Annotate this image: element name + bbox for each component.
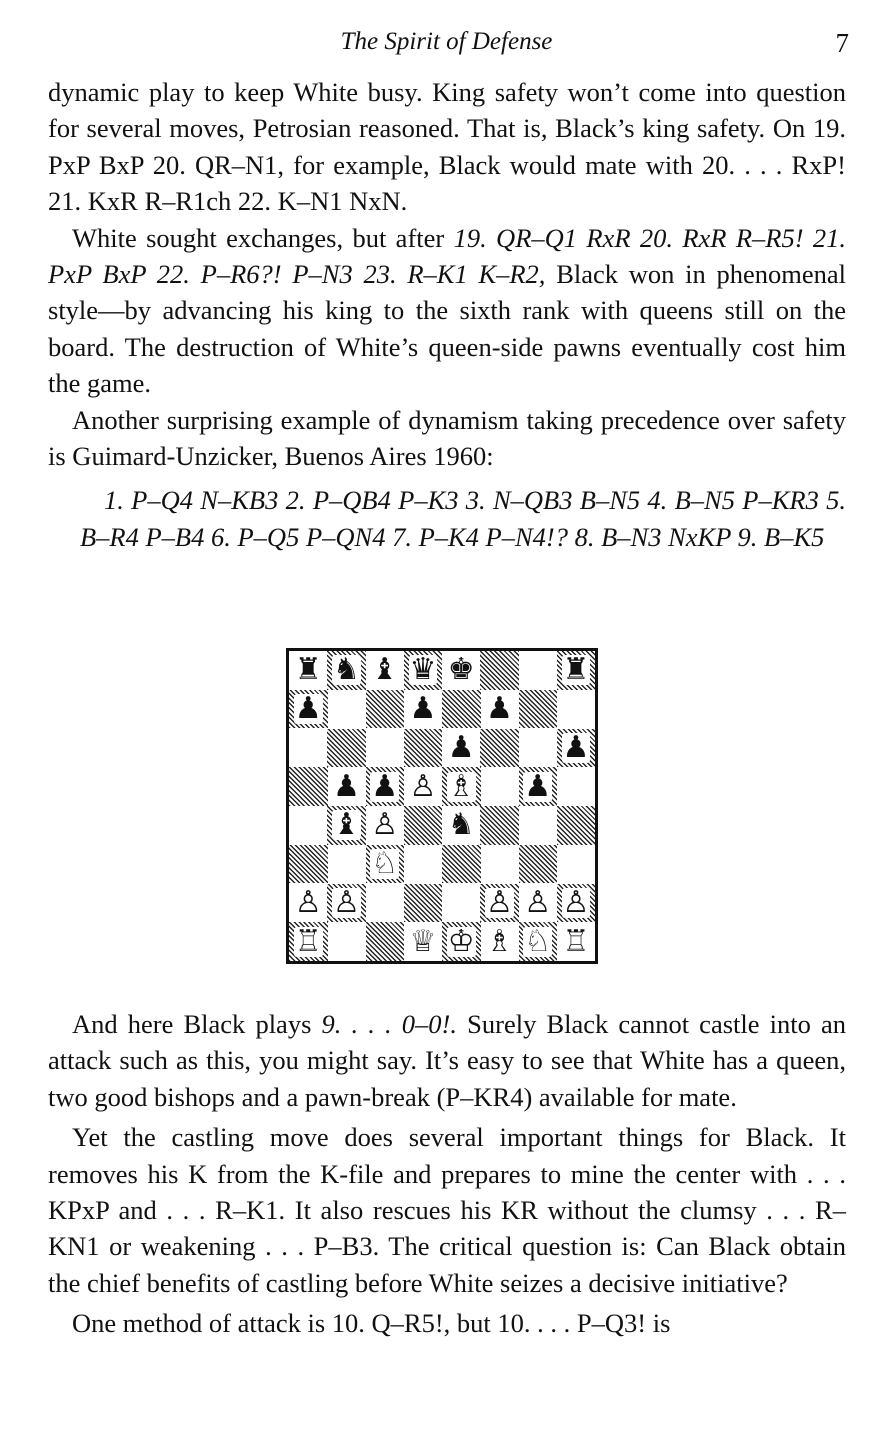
board-square	[327, 690, 366, 729]
board-square	[289, 845, 328, 884]
board-square	[404, 922, 443, 961]
board-square	[366, 845, 405, 884]
game-moves: 1. P–Q4 N–KB3 2. P–QB4 P–K3 3. N–QB3 B–N5 4. B–N5 P–KR3 5. B–R4 P–B4 6. P–Q5 P–QN4 7. P–K4 P–N4!? 8. B–N3 NxKP 9. B–K5	[80, 485, 846, 552]
black-piece-icon: ♜	[294, 652, 322, 688]
white-piece-icon: ♙	[524, 884, 552, 920]
board-square	[519, 729, 558, 768]
black-piece-icon: ♛	[409, 652, 437, 688]
white-piece-icon: ♖	[294, 923, 322, 959]
paragraph-2	[48, 220, 846, 402]
board-square	[480, 884, 519, 923]
black-piece-icon: ♟	[524, 768, 552, 804]
board-square	[519, 845, 558, 884]
board-square	[327, 884, 366, 923]
black-piece-icon: ♟	[486, 691, 513, 727]
board-square	[327, 651, 366, 690]
board-square	[404, 806, 443, 845]
board-square	[327, 767, 366, 806]
white-piece-icon: ♙	[333, 884, 360, 920]
p2-text-b: Black won in phenomenal style—by advancing his king to the sixth rank with queens still on the board. The destruction of White’s queen-side pawns eventually cost him the game.	[48, 259, 846, 399]
board-square	[557, 690, 596, 729]
white-piece-icon: ♙	[486, 884, 513, 920]
black-piece-icon: ♟	[371, 768, 399, 804]
chess-board	[286, 648, 598, 964]
white-piece-icon: ♘	[524, 923, 552, 959]
board-square	[519, 806, 558, 845]
board-square	[404, 729, 443, 768]
white-piece-icon: ♙	[409, 768, 437, 804]
board-square	[557, 922, 596, 961]
board-square	[404, 651, 443, 690]
black-piece-icon: ♟	[409, 691, 437, 727]
black-piece-icon: ♟	[294, 691, 322, 727]
white-piece-icon: ♖	[562, 923, 590, 959]
board-square	[557, 845, 596, 884]
board-square	[327, 845, 366, 884]
board-square	[442, 884, 481, 923]
board-square	[480, 922, 519, 961]
board-square	[289, 922, 328, 961]
running-title: The Spirit of Defense	[340, 28, 553, 55]
board-square	[519, 922, 558, 961]
black-piece-icon: ♝	[371, 652, 399, 688]
running-header	[0, 28, 893, 62]
p4-text-b: Surely Black cannot castle into an attack such as this, you might say. It’s easy to see that White has a queen, two good bishops and a pawn-break (P–KR4) available for mate.	[48, 1009, 847, 1112]
white-piece-icon: ♕	[409, 923, 437, 959]
board-square	[557, 884, 596, 923]
board-square	[442, 806, 481, 845]
board-square	[519, 767, 558, 806]
board-square	[480, 690, 519, 729]
page-number: 7	[835, 28, 849, 58]
black-piece-icon: ♟	[333, 768, 360, 804]
board-square	[366, 884, 405, 923]
text-block-bottom	[48, 1006, 846, 1342]
text-block-top	[48, 74, 846, 555]
board-square	[442, 845, 481, 884]
board-square	[557, 806, 596, 845]
board-square	[327, 922, 366, 961]
white-piece-icon: ♔	[447, 923, 475, 959]
p4-text-a: And here Black plays	[72, 1009, 312, 1039]
paragraph-1: dynamic play to keep White busy. King safety won’t come into question for several moves, Petrosian reasoned. That is, Black’s king safety. On 19. PxP BxP 20. QR–N1, for example, Black would mate with 20. . . . RxP! 21. KxR R–R1ch 22. K–N1 NxN.	[48, 77, 846, 217]
white-piece-icon: ♙	[294, 884, 322, 920]
board-square	[442, 922, 481, 961]
board-square	[480, 729, 519, 768]
board-square	[366, 690, 405, 729]
paragraph-3: Another surprising example of dynamism taking precedence over safety is Guimard-Unzicker, Buenos Aires 1960:	[48, 404, 846, 472]
p4-move: 9. . . . 0–0!.	[321, 1009, 458, 1039]
board-square	[557, 767, 596, 806]
board-square	[366, 922, 405, 961]
p2-moves: 19. QR–Q1 RxR 20. RxR R–R5! 21. PxP BxP 22. P–R6?! P–N3 23. R–K1 K–R2,	[48, 222, 847, 290]
white-piece-icon: ♘	[371, 846, 399, 882]
white-piece-icon: ♙	[562, 884, 590, 920]
board-square	[557, 651, 596, 690]
board-square	[289, 806, 328, 845]
board-square	[442, 729, 481, 768]
board-square	[327, 806, 366, 845]
board-square	[289, 690, 328, 729]
board-square	[366, 767, 405, 806]
paragraph-6: One method of attack is 10. Q–R5!, but 10. . . . P–Q3! is	[72, 1308, 671, 1339]
black-piece-icon: ♞	[447, 807, 475, 843]
paragraph-5: Yet the castling move does several important things for Black. It removes his K from the K-file and prepares to mine the center with . . . KPxP and . . . R–K1. It also rescues his KR without the clumsy . . . R–KN1 or weakening . . . P–B3. The critical question is: Can Black obtain the chief benefits of castling before White seizes a decisive initiative?	[48, 1122, 846, 1298]
board-square	[519, 884, 558, 923]
board-square	[366, 806, 405, 845]
board-square	[519, 690, 558, 729]
black-piece-icon: ♟	[447, 729, 475, 765]
black-piece-icon: ♜	[562, 652, 590, 688]
board-square	[480, 767, 519, 806]
board-square	[404, 767, 443, 806]
black-piece-icon: ♝	[333, 807, 360, 843]
board-square	[327, 729, 366, 768]
board-square	[366, 651, 405, 690]
white-piece-icon: ♗	[486, 923, 513, 959]
board-square	[289, 729, 328, 768]
board-square	[404, 884, 443, 923]
chess-diagram	[284, 646, 604, 970]
p2-text-a: White sought exchanges, but after	[72, 222, 445, 253]
board-square	[442, 651, 481, 690]
board-square	[480, 651, 519, 690]
board-square	[442, 767, 481, 806]
board-square	[442, 690, 481, 729]
board-square	[289, 767, 328, 806]
board-square	[480, 806, 519, 845]
board-square	[366, 729, 405, 768]
black-piece-icon: ♞	[333, 652, 360, 688]
board-square	[480, 845, 519, 884]
board-square	[557, 729, 596, 768]
white-piece-icon: ♗	[447, 768, 475, 804]
black-piece-icon: ♚	[447, 652, 475, 688]
board-square	[289, 884, 328, 923]
board-square	[289, 651, 328, 690]
black-piece-icon: ♟	[562, 729, 590, 765]
paragraph-4	[48, 1006, 846, 1115]
board-square	[404, 845, 443, 884]
board-square	[404, 690, 443, 729]
white-piece-icon: ♙	[371, 807, 399, 843]
board-square	[519, 651, 558, 690]
